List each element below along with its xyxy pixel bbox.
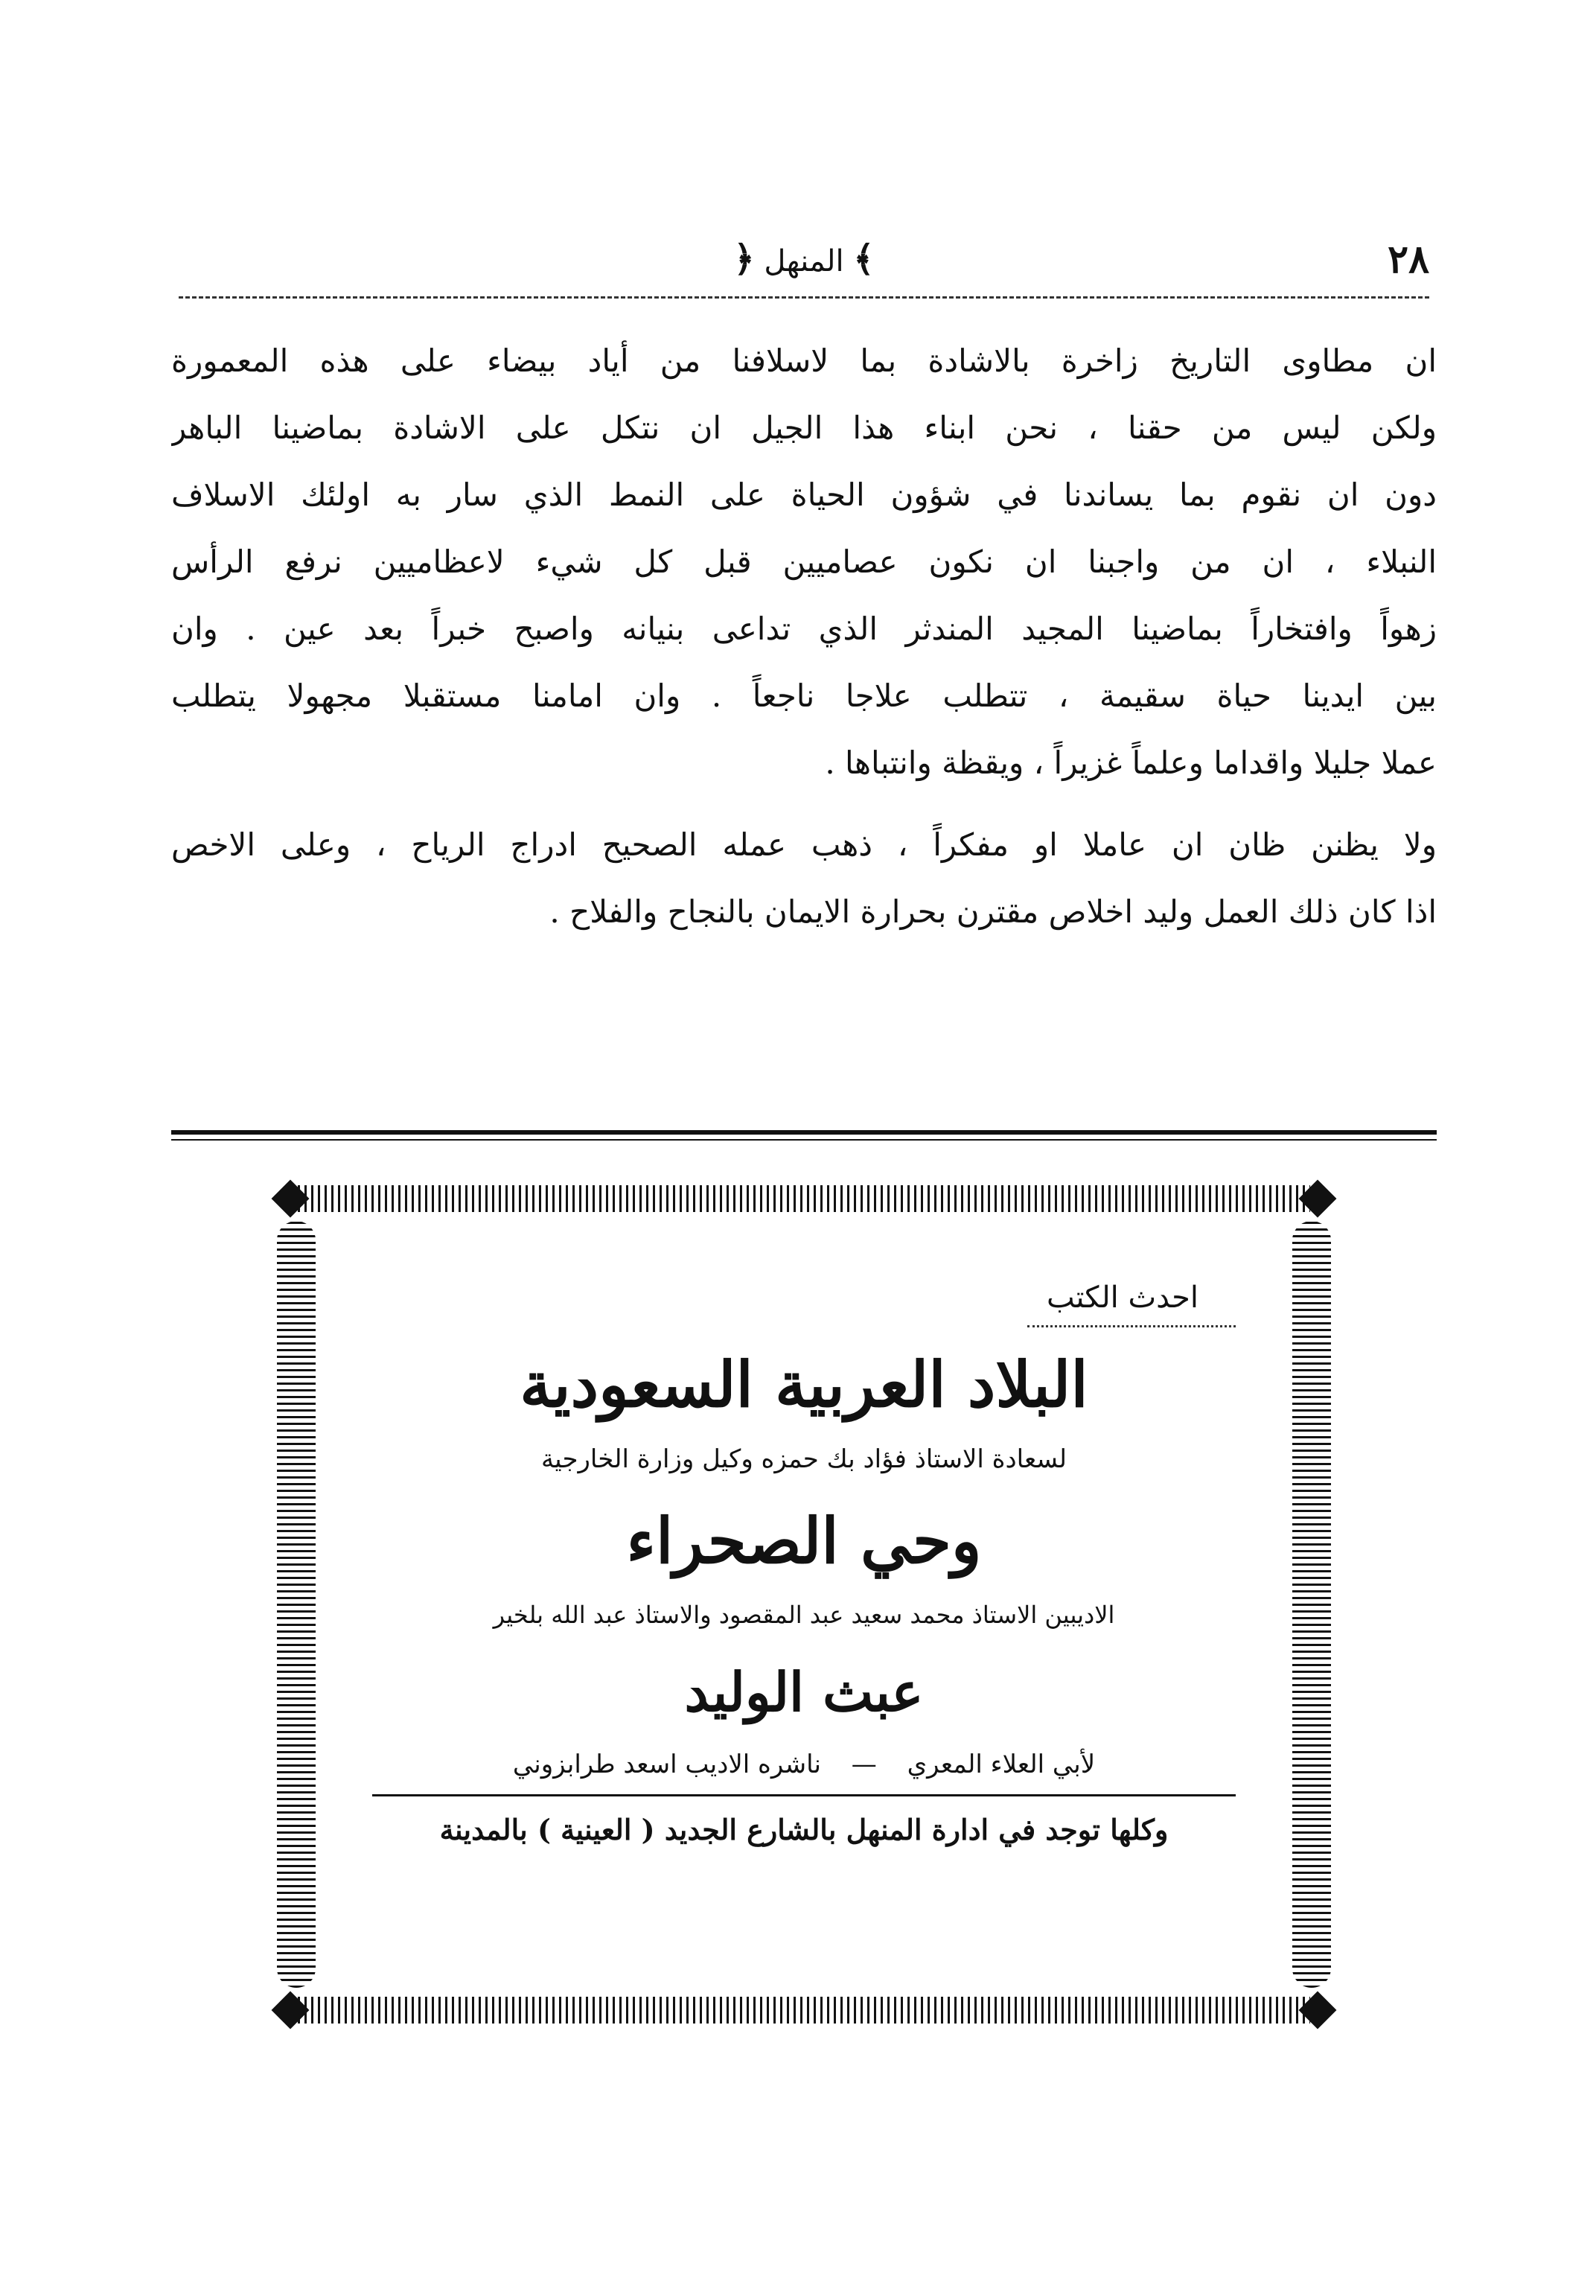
book-author-line [342,1750,1265,1779]
text-line: اذا كان ذلك العمل وليد اخلاص مقترن بحرارة الايمان بالنجاح والفلاح . [549,893,1437,930]
availability-rule [372,1794,1236,1796]
page-header [179,237,1429,289]
availability-notice: وكلها توجد في ادارة المنهل بالشارع الجديد ( العينية ) بالمدينة [439,1813,1169,1846]
header-dashed-rule [179,296,1429,299]
label-dotted-rule [1027,1325,1236,1327]
text-line: عملا جليلا واقداما وعلماً غزيراً ، ويقظة وانتباها . [825,744,1437,781]
section-divider-thin [171,1139,1437,1141]
book-title: عبث الوليد [684,1660,924,1723]
text-line: ولا يظنن ظان ان عاملا او مفكراً ، ذهب عمله الصحيح ادراج الرياح ، وعلى الاخص [171,826,1437,863]
book-publisher: ناشره الاديب اسعد طرابزوني [512,1750,821,1779]
ornamental-border-left [277,1221,316,1988]
text-line: ان مطاوى التاريخ زاخرة بالاشادة بما لاسلافنا من أياد بيضاء على هذه المعمورة [171,342,1437,379]
book-title: البلاد العربية السعودية [520,1348,1088,1421]
ornamental-border-right [1292,1221,1331,1988]
book-author: لسعادة الاستاذ فؤاد بك حمزه وكيل وزارة الخارجية [540,1444,1067,1474]
advertisement-label: احدث الكتب [1047,1281,1198,1315]
bracket-open: ﴾ [853,238,875,280]
journal-name: المنهل [764,244,844,278]
article-paragraph-2 [171,811,1437,945]
book-author: الاديبين الاستاذ محمد سعيد عبد المقصود والاستاذ عبد الله بلخير [493,1601,1115,1629]
article-paragraph-1 [171,328,1437,797]
article-body [171,328,1437,960]
bracket-close: ﴿ [733,238,755,280]
book-author: لأبي العلاء المعري [907,1750,1096,1779]
page-number: ٢٨ [1388,237,1429,282]
author-separator: — [851,1750,877,1779]
ornamental-border-bottom [298,1997,1310,2024]
ornamental-border-top [298,1185,1310,1212]
book-title: وحي الصحراء [626,1504,982,1578]
text-line: بين ايدينا حياة سقيمة ، تتطلب علاجا ناجعاً . وان امامنا مستقبلا مجهولا يتطلب [171,677,1437,714]
book-advertisement [268,1176,1340,2032]
text-line: ولكن ليس من حقنا ، نحن ابناء هذا الجيل ان نتكل على الاشادة بماضينا الباهر [171,409,1437,446]
advertisement-content [342,1236,1265,1973]
text-line: دون ان نقوم بما يساندنا في شؤون الحياة على النمط الذي سار به اولئك الاسلاف [171,476,1437,513]
section-divider-thick [171,1130,1437,1135]
text-line: النبلاء ، ان من واجبنا ان نكون عصاميين قبل كل شيء لاعظاميين نرفع الرأس [171,543,1437,580]
journal-title [179,238,1429,280]
text-line: زهواً وافتخاراً بماضينا المجيد المندثر الذي تداعى بنيانه واصبح خبراً بعد عين . وان [171,610,1437,647]
